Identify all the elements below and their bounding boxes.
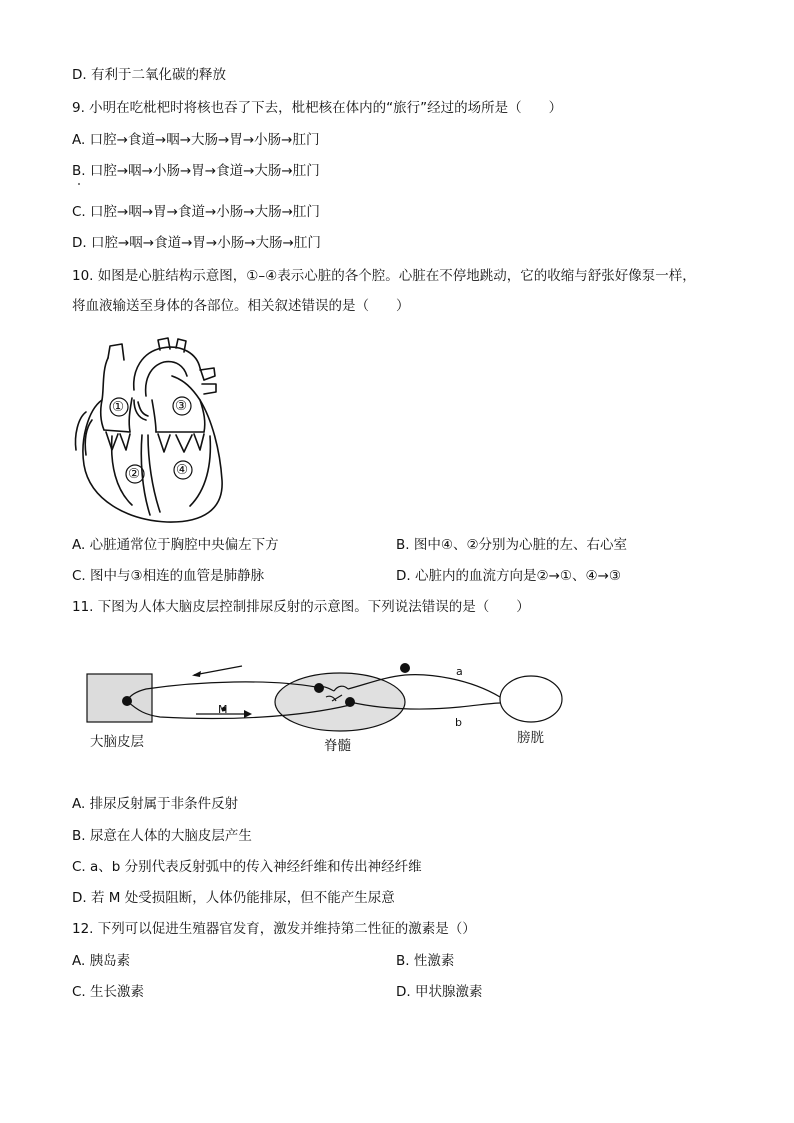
q10-option-b: B. 图中④、②分别为心脏的左、右心室 — [396, 537, 628, 553]
q11-option-b: B. 尿意在人体的大脑皮层产生 — [72, 828, 252, 844]
q12-option-a: A. 胰岛素 — [72, 953, 131, 969]
arrow-right-head — [244, 710, 252, 718]
heart-label-3: ③ — [175, 398, 188, 414]
spine-neuron-lower — [345, 697, 355, 707]
stray-dot — [78, 183, 80, 185]
q10-option-a: A. 心脏通常位于胸腔中央偏左下方 — [72, 537, 279, 553]
q12-option-c: C. 生长激素 — [72, 984, 145, 1000]
afferent-ganglion — [400, 663, 410, 673]
brain-neuron-body — [122, 696, 132, 706]
q12-stem: 12. 下列可以促进生殖器官发育，激发并维持第二性征的激素是（） — [72, 921, 476, 937]
point-label-m: M — [218, 703, 228, 716]
heart-diagram — [72, 340, 232, 530]
q9-option-c: C. 口腔→咽→胃→食道→小肠→大肠→肛门 — [72, 204, 320, 220]
q9-option-a: A. 口腔→食道→咽→大肠→胃→小肠→肛门 — [72, 132, 320, 148]
arrow-left-head — [192, 671, 201, 677]
q11-stem: 11. 下图为人体大脑皮层控制排尿反射的示意图。下列说法错误的是（ ） — [72, 599, 530, 615]
q10-stem-line2: 将血液输送至身体的各部位。相关叙述错误的是（ ） — [72, 298, 410, 314]
q9-stem: 9. 小明在吃枇杷时将核也吞了下去，枇杷核在体内的“旅行”经过的场所是（ ） — [72, 100, 563, 116]
q10-option-d: D. 心脏内的血流方向是②→①、④→③ — [396, 568, 622, 584]
q10-option-c: C. 图中与③相连的血管是肺静脉 — [72, 568, 265, 584]
brain-cortex-box — [87, 674, 152, 722]
spinal-cord-ellipse — [275, 673, 405, 731]
q9-option-d: D. 口腔→咽→食道→胃→小肠→大肠→肛门 — [72, 235, 321, 251]
fiber-label-b: b — [455, 716, 462, 729]
brain-cortex-label: 大脑皮层 — [90, 734, 144, 750]
spinal-cord-label: 脊髓 — [324, 738, 351, 754]
spine-neuron-upper — [314, 683, 324, 693]
heart-label-1: ① — [112, 399, 125, 415]
q9-option-b: B. 口腔→咽→小肠→胃→食道→大肠→肛门 — [72, 163, 320, 179]
bladder-ellipse — [500, 676, 562, 722]
bladder-label: 膀胱 — [517, 730, 544, 746]
q11-option-a: A. 排尿反射属于非条件反射 — [72, 796, 239, 812]
q12-option-b: B. 性激素 — [396, 953, 455, 969]
q11-option-c: C. a、b 分别代表反射弧中的传入神经纤维和传出神经纤维 — [72, 859, 422, 875]
q11-option-d: D. 若 M 处受损阻断，人体仍能排尿，但不能产生尿意 — [72, 890, 395, 906]
reflex-diagram — [80, 655, 580, 765]
heart-label-2: ② — [128, 466, 141, 482]
heart-label-4: ④ — [176, 462, 189, 478]
heart-outline — [72, 340, 232, 530]
q12-option-d: D. 甲状腺激素 — [396, 984, 483, 1000]
q10-stem-line1: 10. 如图是心脏结构示意图，①–④表示心脏的各个腔。心脏在不停地跳动，它的收缩与舒张好像泵一样， — [72, 268, 696, 284]
q8-option-d: D. 有利于二氧化碳的释放 — [72, 67, 226, 83]
fiber-label-a: a — [456, 665, 463, 678]
